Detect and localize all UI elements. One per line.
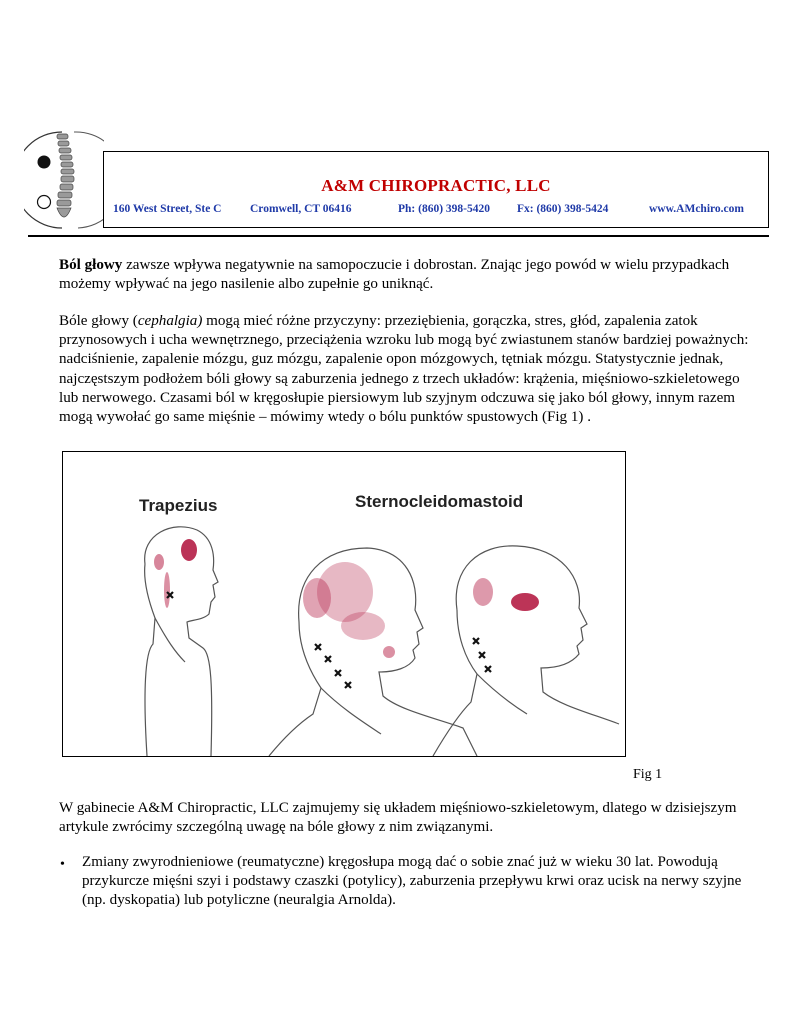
header-rule xyxy=(28,235,769,237)
causes-text: mogą mieć różne przyczyny: przeziębienia, gorączka, stres, głód, zapalenia zatok przynosowych i ucha wewnętrznego, przeciążenia wzroku lub mogą być zwiastunem stanów bardziej poważnych: nadciśnienie, zapalenie mózgu, guz mózgu, zapalenie opon mózgowych, tętniak mózgu. Statystycznie jednak, najczęstszym podłożem bóli głowy są zaburzenia jednego z trzech układów: krążenia, mięśniowo-szkieletowego lub nerwowego. Czasami ból w kręgosłupie piersiowym lub szyjnym odczuwa się jako ból głowy, innym razem mogą wywołać go same mięśnie – mówimy wtedy o bólu punktów spustowych (Fig 1) . xyxy=(59,313,749,426)
figure-caption: Fig 1 xyxy=(633,767,663,782)
figure-trigger-points xyxy=(62,451,626,757)
causes-italic: cephalgia) xyxy=(137,313,203,329)
bullet-point: • xyxy=(60,857,65,872)
website-link[interactable]: www.AMchiro.com xyxy=(649,203,744,215)
header-rule-thin xyxy=(103,227,769,228)
paragraph-causes xyxy=(59,312,759,427)
causes-start: Bóle głowy ( xyxy=(59,313,138,329)
phone: Ph: (860) 398-5420 xyxy=(398,203,490,215)
intro-text: zawsze wpływa negatywnie na samopoczucie i dobrostan. Znając jego powód w wielu przypadkach możemy wpływać na jego nasilenie albo zupełnie go uniknąć. xyxy=(59,257,730,293)
paragraph-clinic: W gabinecie A&M Chiropractic, LLC zajmujemy się układem mięśniowo-szkieletowym, dlatego w dzisiejszym artykule zwrócimy szczególną uwagę na bóle głowy z nim związanymi. xyxy=(59,800,737,836)
head-illustrations xyxy=(63,452,625,756)
fax: Fx: (860) 398-5424 xyxy=(517,203,609,215)
address: 160 West Street, Ste C xyxy=(113,203,222,215)
label-trapezius: Trapezius xyxy=(139,496,218,515)
company-name: A&M CHIROPRACTIC, LLC xyxy=(321,176,551,195)
bullet-degenerative: Zmiany zwyrodnieniowe (reumatyczne) kręgosłupa mogą dać o sobie znać już w wieku 30 lat. Powodują przykurcze mięśni szyi i podstawy czaszki (potylicy), zaburzenia przepływu krwi oraz ucisk na nerwy szyjne (np. dyskopatia) lub potyliczne (neuralgia Arnolda). xyxy=(82,854,742,909)
label-sternocleidomastoid: Sternocleidomastoid xyxy=(355,492,524,511)
intro-bold: Ból głowy xyxy=(59,257,123,273)
paragraph-intro xyxy=(59,256,759,294)
spine-logo xyxy=(24,128,104,232)
city: Cromwell, CT 06416 xyxy=(250,203,352,215)
